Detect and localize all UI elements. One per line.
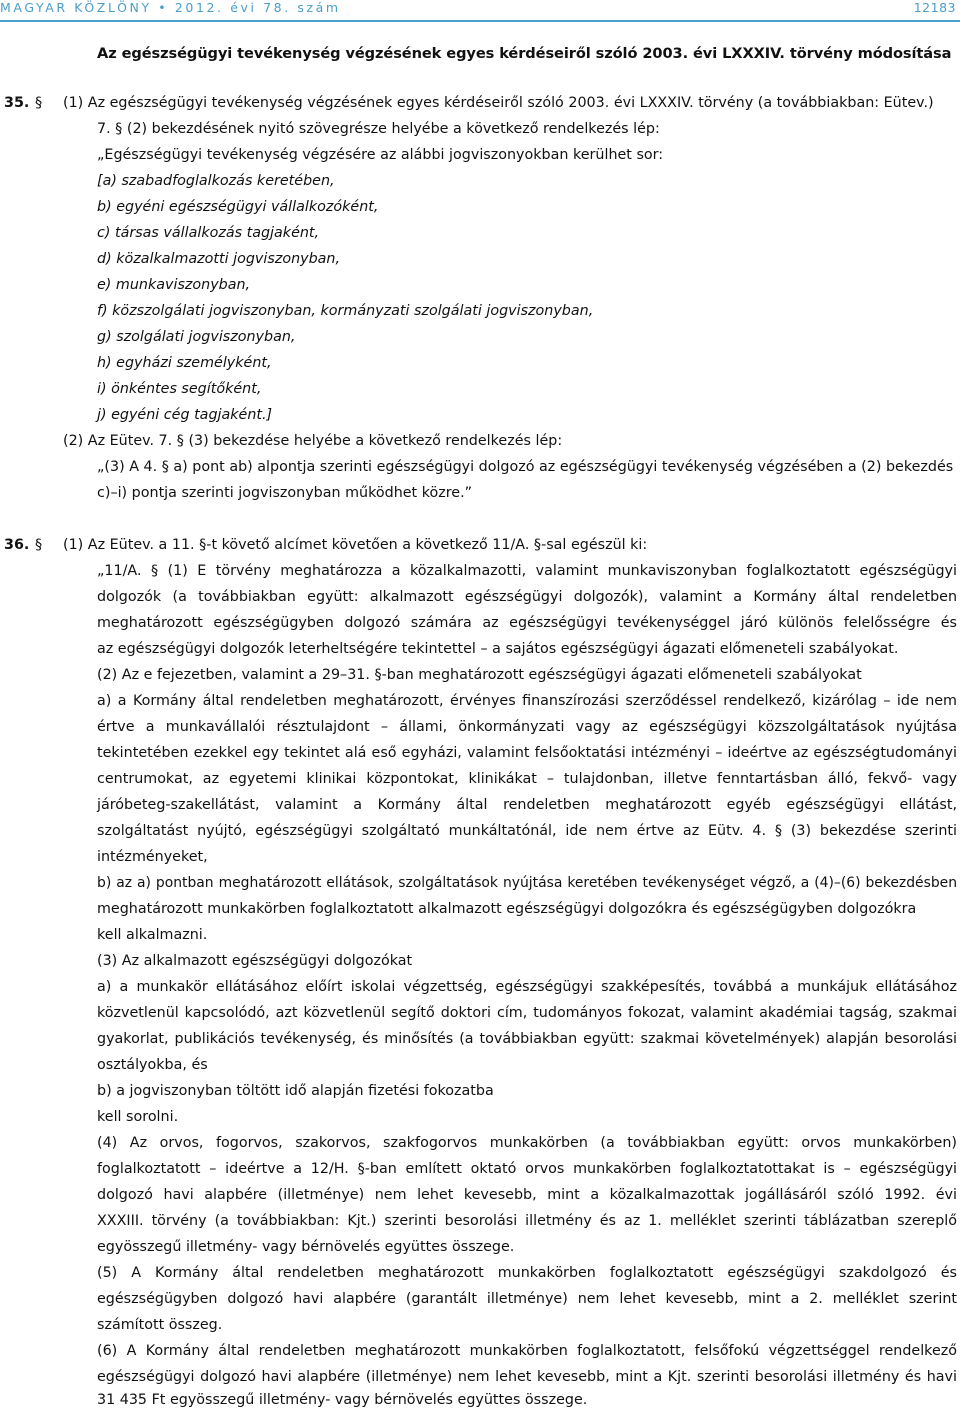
body-line: egészségügyi dolgozó havi alapbére (illetménye) nem lehet kevesebb, mint a Kjt. szerinti besorolási illetmény és havi bbox=[97, 1369, 957, 1385]
s35-line-2: 7. § (2) bekezdésének nyitó szövegrésze helyébe a következő rendelkezés lép: bbox=[97, 121, 660, 137]
body-line: dolgozó havi alapbére (illetménye) nem lehet kevesebb, mint a közalkalmazottak jogállásáról szóló 1992. évi bbox=[97, 1187, 957, 1203]
body-line: egészségügyben dolgozó havi alapbére (garantált illetménye) nem lehet kevesebb, mint a 2. melléklet szerint bbox=[97, 1291, 957, 1307]
body-line: számított összeg. bbox=[97, 1317, 223, 1333]
body-line: meghatározott munkakörben foglalkoztatott alkalmazott egészségügyi dolgozókra és egészségügyben dolgozókra bbox=[97, 901, 917, 917]
s35-line-6: c)–i) pontja szerinti jogviszonyban működhet közre.” bbox=[97, 485, 473, 501]
section-35-number: 35. bbox=[4, 95, 30, 111]
page-number: 12183 bbox=[913, 0, 956, 15]
section-36-number: 36. bbox=[4, 537, 30, 553]
list-item-i: i) önkéntes segítőként, bbox=[97, 381, 262, 397]
body-line: (6) A Kormány által rendeletben meghatározott munkakörben foglalkoztatott, felsőfokú végzettséggel rendelkező bbox=[97, 1343, 957, 1359]
s35-line-3: „Egészségügyi tevékenység végzésére az alábbi jogviszonyokban kerülhet sor: bbox=[97, 147, 664, 163]
list-item-j: j) egyéni cég tagjaként.] bbox=[97, 407, 273, 423]
body-line: a) a Kormány által rendeletben meghatározott, érvényes finanszírozási szerződéssel rendelkező, kizárólag – ide nem bbox=[97, 693, 957, 709]
body-line: az egészségügyi dolgozók leterheltségére tekintettel – a sajátos egészségügyi ágazati előmeneteli szabályokat. bbox=[97, 641, 899, 657]
body-line: b) az a) pontban meghatározott ellátások, szolgáltatások nyújtása keretében tevékenységet végző, a (4)–(6) bekezdésben bbox=[97, 875, 957, 891]
list-item-g: g) szolgálati jogviszonyban, bbox=[97, 329, 296, 345]
body-line: intézményeket, bbox=[97, 849, 208, 865]
body-line: gyakorlat, publikációs tevékenység, és minősítés (a továbbiakban együtt: szakmai követelmények) alapján besorolási bbox=[97, 1031, 957, 1047]
list-item-e: e) munkaviszonyban, bbox=[97, 277, 251, 293]
list-item-a: [a) szabadfoglalkozás keretében, bbox=[97, 173, 335, 189]
body-line: centrumokat, az egyetemi klinikai központokat, klinikákat – tulajdonban, illetve fenntartásban álló, fekvő- vagy bbox=[97, 771, 957, 787]
list-item-c: c) társas vállalkozás tagjaként, bbox=[97, 225, 320, 241]
body-line: szolgáltatást nyújtó, egészségügyi szolgáltató munkáltatónál, ide nem értve az Eütv. 4. § (3) bekezdése szerinti bbox=[97, 823, 957, 839]
s36-line-1: (1) Az Eütev. a 11. §-t követő alcímet követően a következő 11/A. §-sal egészül ki: bbox=[63, 537, 648, 553]
body-line: foglalkoztatott – ideértve a 12/H. §-ban említett oktató orvos munkakörben foglalkoztatottakat is – egészségügyi bbox=[97, 1161, 957, 1177]
body-line: járóbeteg-szakellátást, valamint a Kormány által rendeletben meghatározott egyéb egészségügyi ellátást, bbox=[97, 797, 957, 813]
section-36-sign: § bbox=[35, 537, 43, 553]
body-line: (2) Az e fejezetben, valamint a 29–31. §-ban meghatározott egészségügyi ágazati előmeneteli szabályokat bbox=[97, 667, 862, 683]
body-line: kell alkalmazni. bbox=[97, 927, 208, 943]
list-item-d: d) közalkalmazotti jogviszonyban, bbox=[97, 251, 341, 267]
s35-line-1: (1) Az egészségügyi tevékenység végzésének egyes kérdéseiről szóló 2003. évi LXXXIV. törvény (a továbbiakban: Eütev.) bbox=[63, 95, 934, 111]
section-title: Az egészségügyi tevékenység végzésének egyes kérdéseiről szóló 2003. évi LXXXIV. törvény módosítása bbox=[97, 45, 952, 62]
page-header bbox=[0, 0, 960, 22]
body-line: egyösszegű illetmény- vagy bérnövelés együttes összege. bbox=[97, 1239, 515, 1255]
body-line: meghatározott egészségügyben dolgozó számára az egészségügyi tevékenységgel járó különös felelősségre és bbox=[97, 615, 957, 631]
body-line: dolgozók (a továbbiakban együtt: alkalmazott egészségügyi dolgozók), valamint a Kormány által rendeletben bbox=[97, 589, 957, 605]
body-line: a) a munkakör ellátásához előírt iskolai végzettség, egészségügyi szakképesítés, továbbá a munkájuk ellátásához bbox=[97, 979, 957, 995]
body-line: osztályokba, és bbox=[97, 1057, 208, 1073]
body-line: kell sorolni. bbox=[97, 1109, 179, 1125]
journal-title: MAGYAR KÖZLÖNY • 2012. évi 78. szám bbox=[0, 0, 341, 15]
body-line: (4) Az orvos, fogorvos, szakorvos, szakfogorvos munkakörben (a továbbiakban együtt: orvos munkakörben) bbox=[97, 1135, 957, 1151]
section-35-sign: § bbox=[35, 95, 43, 111]
body-line: (5) A Kormány által rendeletben meghatározott munkakörben foglalkoztatott egészségügyi szakdolgozó és bbox=[97, 1265, 957, 1281]
body-line: tekintetében ezekkel egy tekintet alá eső egyházi, valamint felsőoktatási intézményi – ideértve az egészségtudományi bbox=[97, 745, 957, 761]
list-item-h: h) egyházi személyként, bbox=[97, 355, 272, 371]
header-rule bbox=[0, 20, 960, 22]
body-line: (3) Az alkalmazott egészségügyi dolgozókat bbox=[97, 953, 413, 969]
body-line: XXXIII. törvény (a továbbiakban: Kjt.) szerinti besorolási illetmény és az 1. melléklet szerinti táblázatban szereplő bbox=[97, 1213, 957, 1229]
s35-line-5: „(3) A 4. § a) pont ab) alpontja szerinti egészségügyi dolgozó az egészségügyi tevékenység végzésében a (2) bekezdés bbox=[97, 459, 954, 475]
s35-line-4: (2) Az Eütev. 7. § (3) bekezdése helyébe a következő rendelkezés lép: bbox=[63, 433, 563, 449]
body-line: 31 435 Ft egyösszegű illetmény- vagy bérnövelés együttes összege. bbox=[97, 1392, 588, 1408]
list-item-b: b) egyéni egészségügyi vállalkozóként, bbox=[97, 199, 379, 215]
body-line: b) a jogviszonyban töltött idő alapján fizetési fokozatba bbox=[97, 1083, 494, 1099]
list-item-f: f) közszolgálati jogviszonyban, kormányzati szolgálati jogviszonyban, bbox=[97, 303, 594, 319]
body-line: értve a munkavállalói résztulajdont – állami, önkormányzati vagy az egészségügyi közszolgáltatások nyújtása bbox=[97, 719, 957, 735]
body-line: közvetlenül kapcsolódó, azt közvetlenül segítő doktori cím, tudományos fokozat, valamint akadémiai tagság, szakmai bbox=[97, 1005, 957, 1021]
body-line: „11/A. § (1) E törvény meghatározza a közalkalmazotti, valamint munkaviszonyban foglalkoztatott egészségügyi bbox=[97, 563, 957, 579]
